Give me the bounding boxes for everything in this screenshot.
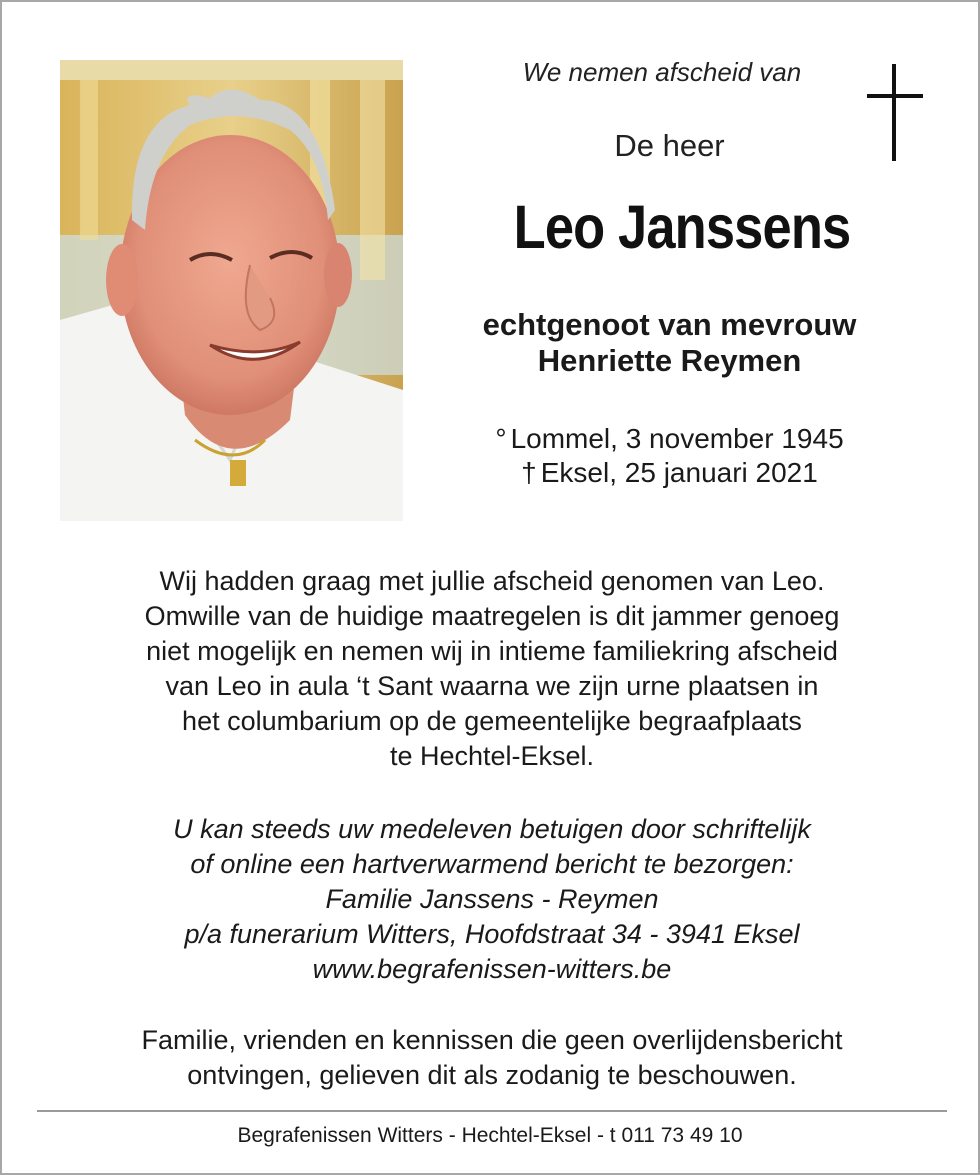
message-line: niet mogelijk en nemen wij in intieme familiekring afscheid (146, 636, 838, 666)
footer-divider (37, 1110, 947, 1112)
death-line (432, 456, 907, 490)
life-dates (432, 422, 907, 490)
condolence-paragraph (42, 812, 942, 987)
birth-text: Lommel, 3 november 1945 (510, 423, 844, 454)
message-line: van Leo in aula ‘t Sant waarna we zijn urne plaatsen in (165, 671, 819, 701)
website-link[interactable]: www.begrafenissen-witters.be (312, 954, 672, 984)
address-line: p/a funerarium Witters, Hoofdstraat 34 - 3941 Eksel (184, 919, 800, 949)
message-paragraph (42, 564, 942, 774)
family-name-line: Familie Janssens - Reymen (325, 884, 659, 914)
spouse-line: Henriette Reymen (537, 343, 802, 378)
birth-line (432, 422, 907, 456)
closing-line: Familie, vrienden en kennissen die geen overlijdensbericht (141, 1025, 843, 1055)
footer-contact: Begrafenissen Witters - Hechtel-Eksel - t 011 73 49 10 (237, 1124, 743, 1147)
deceased-name: Leo Janssens (513, 193, 851, 261)
death-text: Eksel, 25 januari 2021 (540, 457, 818, 488)
message-line: Omwille van de huidige maatregelen is dit jammer genoeg (144, 601, 840, 631)
message-line: het columbarium op de gemeentelijke begraafplaats (182, 706, 802, 736)
closing-line: ontvingen, gelieven dit als zodanig te beschouwen. (187, 1060, 797, 1090)
message-line: Wij hadden graag met jullie afscheid genomen van Leo. (159, 566, 825, 596)
intro-text: We nemen afscheid van (522, 57, 802, 87)
death-symbol: † (521, 457, 537, 488)
birth-symbol: ° (495, 423, 507, 454)
message-line: te Hechtel-Eksel. (389, 741, 595, 771)
portrait-photo (60, 60, 403, 521)
condolence-line: U kan steeds uw medeleven betuigen door schriftelijk (173, 814, 811, 844)
spouse-info (432, 307, 907, 379)
closing-paragraph (42, 1023, 942, 1093)
condolence-line: of online een hartverwarmend bericht te bezorgen: (190, 849, 794, 879)
spouse-line: echtgenoot van mevrouw (482, 307, 857, 342)
honorific-title: De heer (614, 128, 725, 163)
